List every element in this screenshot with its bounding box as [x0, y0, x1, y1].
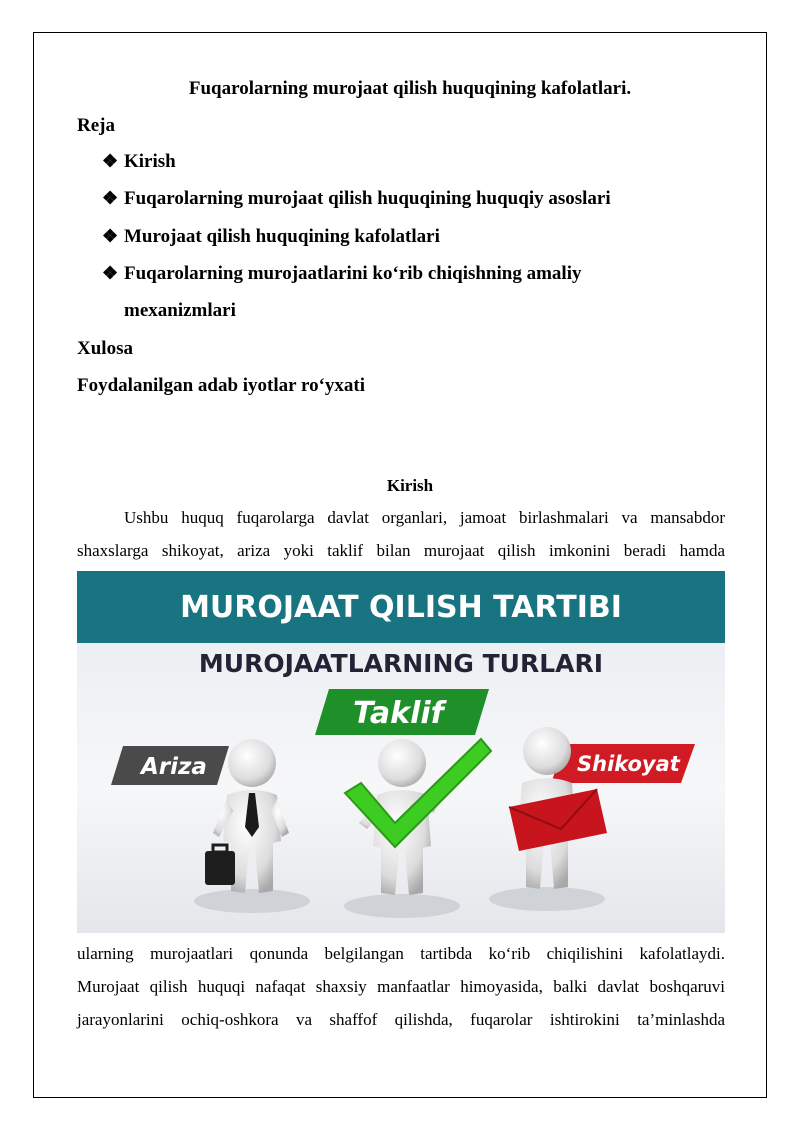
paragraph-line: shaxslarga shikoyat, ariza yoki taklif bilan murojaat qilish imkonini beradi hamda	[77, 541, 725, 560]
diamond-bullet-icon: ❖	[102, 263, 119, 283]
paragraph-line: jarayonlarini ochiq-oshkora va shaffof qilishda, fuqarolar ishtirokini ta’minlashda	[77, 1010, 725, 1029]
plan-heading: Reja	[77, 115, 115, 136]
banner-image	[77, 571, 725, 933]
banner-title: MUROJAAT QILISH TARTIBI	[77, 571, 725, 643]
briefcase-icon	[205, 851, 235, 885]
banner-subtitle: MUROJAATLARNING TURLARI	[198, 649, 604, 678]
shadow-left	[194, 889, 310, 913]
plan-item-label: Fuqarolarning murojaatlarini ko‘rib chiqishning amaliy	[124, 263, 582, 284]
section-title-kirish: Kirish	[386, 476, 434, 495]
plan-item-4	[102, 263, 581, 285]
tag-ariza	[111, 746, 229, 785]
person-figure-center	[345, 739, 491, 895]
tag-shikoyat-label: Shikoyat	[577, 752, 680, 776]
document-title: Fuqarolarning murojaat qilish huquqining kafolatlari.	[188, 78, 632, 99]
shadow-center	[344, 894, 460, 918]
tag-taklif-label: Taklif	[353, 696, 444, 731]
diamond-bullet-icon: ❖	[102, 151, 119, 171]
shadow-right	[489, 887, 605, 911]
tag-taklif	[315, 689, 489, 735]
paragraph-line: Murojaat qilish huquqi nafaqat shaxsiy manfaatlar himoyasida, balki davlat boshqaruvi	[77, 977, 725, 996]
plan-item-label: Murojaat qilish huquqining kafolatlari	[124, 226, 440, 247]
plan-item-3	[102, 226, 440, 248]
conclusion-heading: Xulosa	[77, 338, 133, 359]
diamond-bullet-icon: ❖	[102, 188, 119, 208]
banner-illustration	[77, 571, 725, 933]
tag-shikoyat	[551, 744, 695, 783]
tag-ariza-label: Ariza	[141, 754, 207, 780]
plan-item-label: Fuqarolarning murojaat qilish huquqining huquqiy asoslari	[124, 188, 611, 209]
plan-item-4-continuation: mexanizmlari	[124, 300, 236, 321]
paragraph-line: Ushbu huquq fuqarolarga davlat organlari, jamoat birlashmalari va mansabdor	[124, 508, 725, 527]
paragraph-line: ularning murojaatlari qonunda belgilangan tartibda ko‘rib chiqilishini kafolatlaydi.	[77, 944, 725, 963]
plan-item-1	[102, 151, 176, 173]
diamond-bullet-icon: ❖	[102, 226, 119, 246]
plan-item-2	[102, 188, 611, 210]
plan-item-label: Kirish	[124, 151, 176, 172]
references-heading: Foydalanilgan adab iyotlar ro‘yxati	[77, 375, 366, 396]
